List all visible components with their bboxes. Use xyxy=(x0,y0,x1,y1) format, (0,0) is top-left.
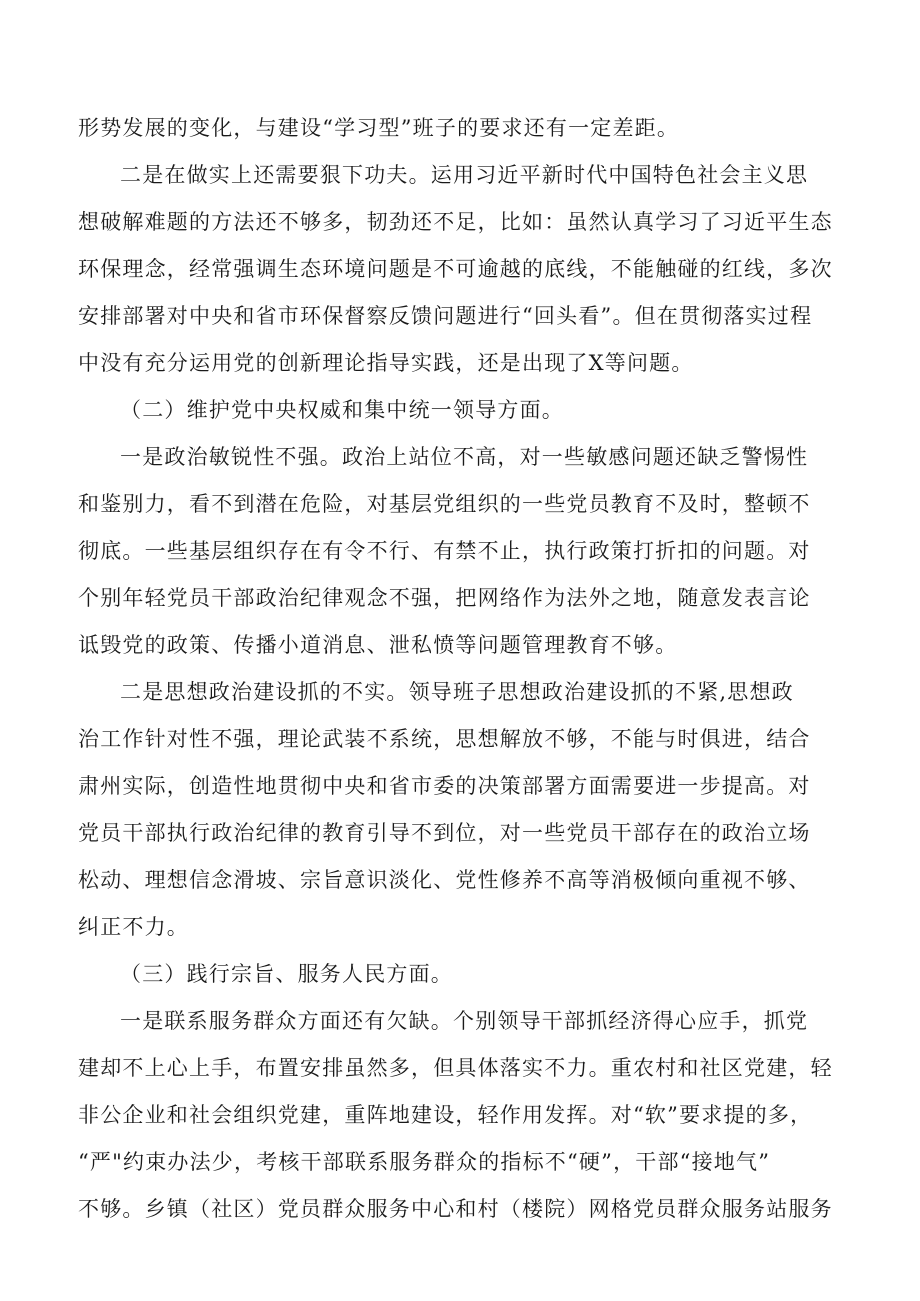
text-line: 治工作针对性不强，理论武装不系统，思想解放不够，不能与时俱进，结合 xyxy=(78,727,811,751)
text-line: 形势发展的变化，与建设“学习型”班子的要求还有一定差距。 xyxy=(78,116,680,140)
text-line: 党员干部执行政治纪律的教育引导不到位，对一些党员干部存在的政治立场 xyxy=(78,821,811,845)
text-line: “严"约束办法少，考核干部联系服务群众的指标不“硬”，干部“接地气” xyxy=(78,1150,771,1174)
text-line: 非公企业和社会组织党建，重阵地建设，轻作用发挥。对“软”要求提的多， xyxy=(78,1103,813,1127)
text-line: 和鉴别力，看不到潜在危险，对基层党组织的一些党员教育不及时，整顿不 xyxy=(78,492,811,516)
text-line: 纠正不力。 xyxy=(78,915,189,939)
text-line: 松动、理想信念滑坡、宗旨意识淡化、党性修养不高等消极倾向重视不够、 xyxy=(78,868,811,892)
paragraph-start: 一是联系服务群众方面还有欠缺。个别领导干部抓经济得心应手，抓党 xyxy=(120,1009,809,1033)
text-line: 想破解难题的方法还不够多，韧劲还不足，比如：虽然认真学习了习近平生态 xyxy=(78,210,833,234)
text-line: 建却不上心上手，布置安排虽然多，但具体落实不力。重农村和社区党建，轻 xyxy=(78,1056,833,1080)
text-line: 中没有充分运用党的创新理论指导实践，还是出现了X等问题。 xyxy=(78,351,694,375)
text-line: 肃州实际，创造性地贯彻中央和省市委的决策部署方面需要进一步提高。对 xyxy=(78,774,811,798)
text-line: 环保理念，经常强调生态环境问题是不可逾越的底线，不能触碰的红线，多次 xyxy=(78,257,833,281)
text-line: 诋毁党的政策、传播小道消息、泄私愤等问题管理教育不够。 xyxy=(78,633,678,657)
text-line: 安排部署对中央和省市环保督察反馈问题进行“回头看”。但在贯彻落实过程 xyxy=(78,304,813,328)
paragraph-start: 二是在做实上还需要狠下功夫。运用习近平新时代中国特色社会主义思 xyxy=(120,163,809,187)
section-heading: （三）践行宗旨、服务人民方面。 xyxy=(120,962,453,986)
text-line: 不够。乡镇（社区）党员群众服务中心和村（楼院）网格党员群众服务站服务 xyxy=(78,1197,833,1221)
paragraph-start: 二是思想政治建设抓的不实。领导班子思想政治建设抓的不紧,思想政 xyxy=(120,680,794,704)
text-line: 个别年轻党员干部政治纪律观念不强，把网络作为法外之地，随意发表言论 xyxy=(78,586,811,610)
section-heading: （二）维护党中央权威和集中统一领导方面。 xyxy=(120,398,564,422)
paragraph-start: 一是政治敏锐性不强。政治上站位不高，对一些敏感问题还缺乏警惕性 xyxy=(120,445,809,469)
text-line: 彻底。一些基层组织存在有令不行、有禁不止，执行政策打折扣的问题。对 xyxy=(78,539,811,563)
